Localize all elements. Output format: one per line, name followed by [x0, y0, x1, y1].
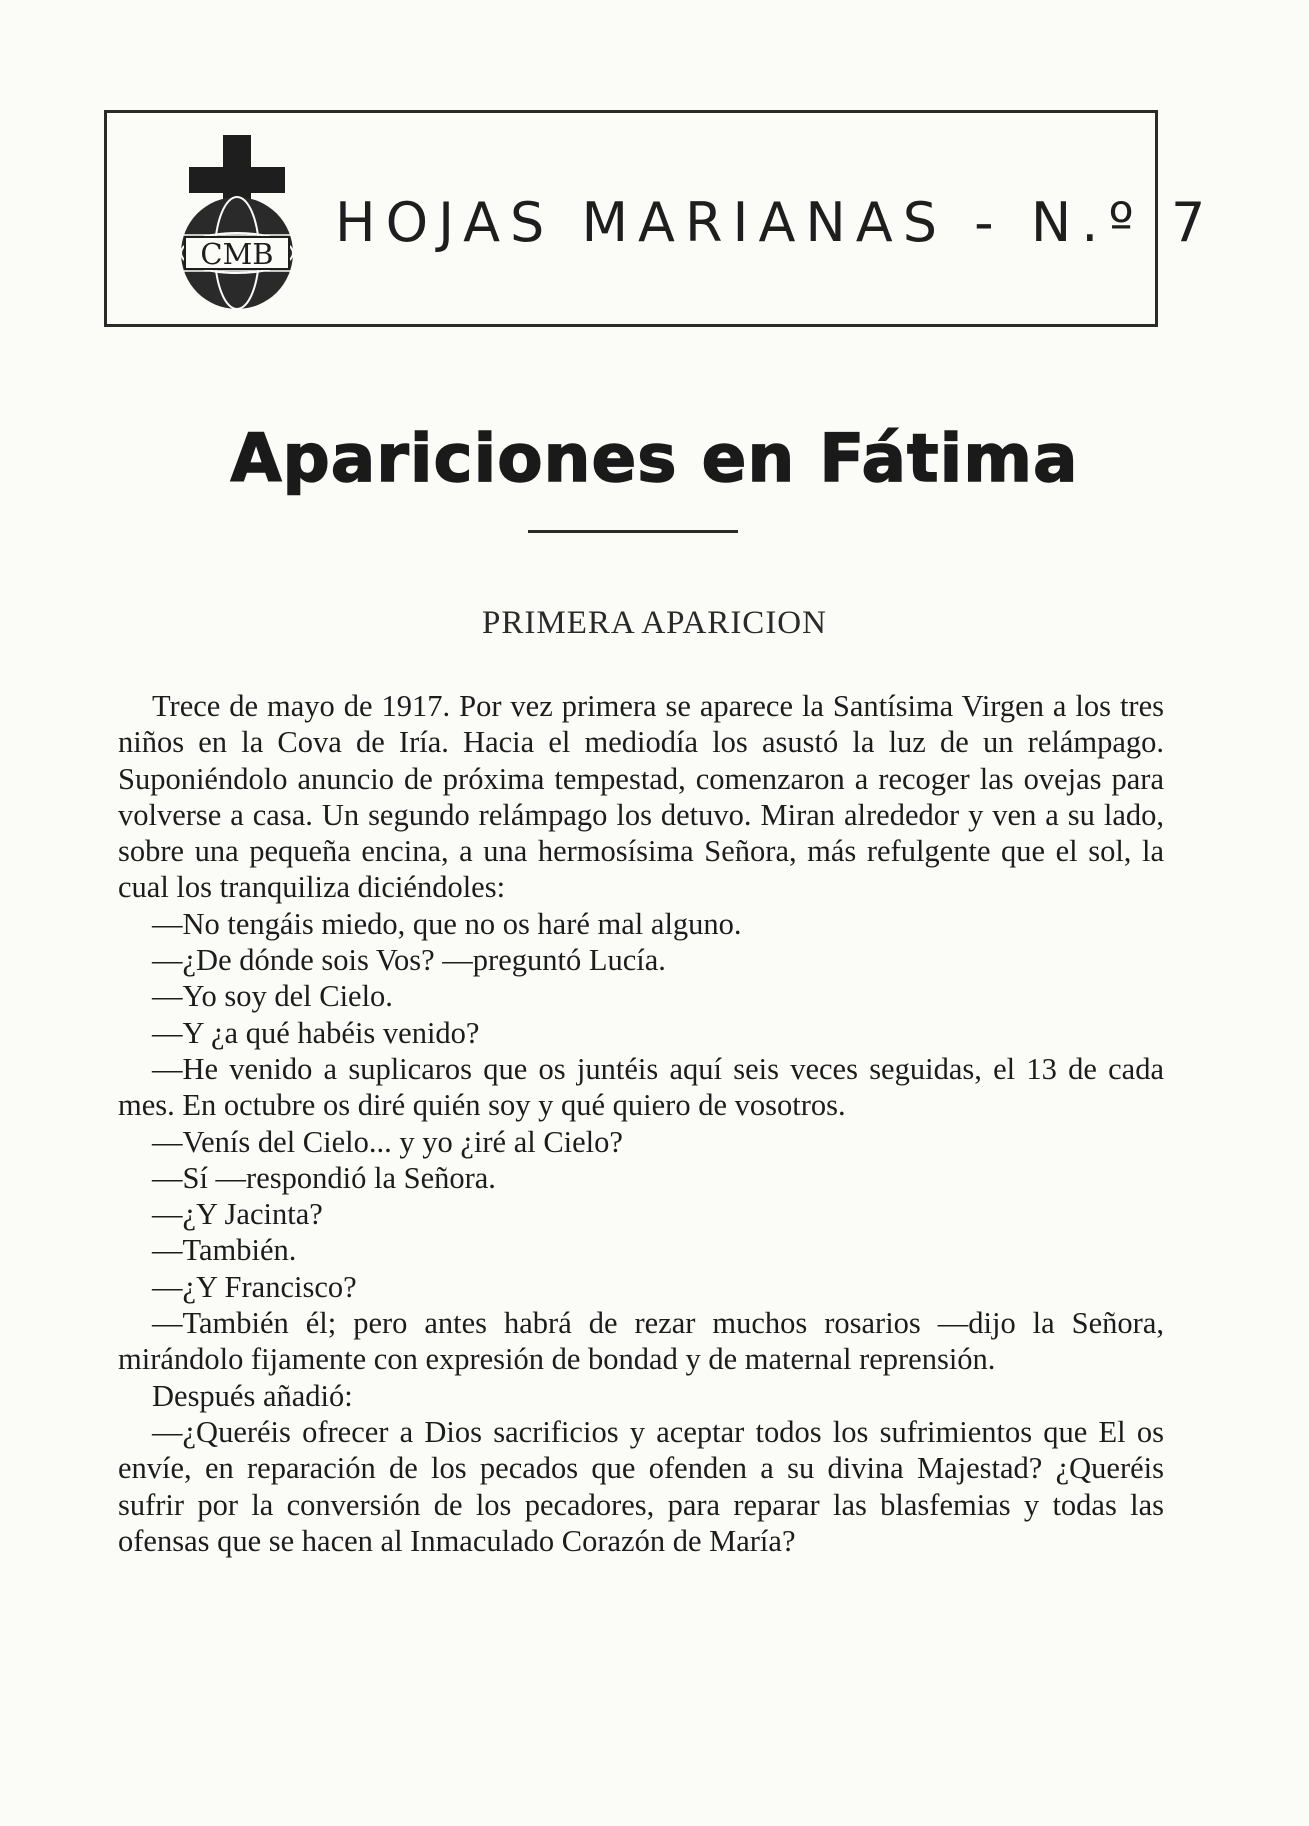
paragraph: Después añadió: [152, 1378, 353, 1413]
paragraph: —Venís del Cielo... y yo ¿iré al Cielo? [152, 1124, 623, 1159]
paragraph: —Y ¿a qué habéis venido? [152, 1015, 480, 1050]
paragraph: —¿Y Jacinta? [152, 1197, 323, 1232]
paragraph: —¿Y Francisco? [152, 1269, 357, 1304]
emblem-graphic [167, 135, 307, 315]
paragraph: —He venido a suplicaros que os juntéis aquí seis veces seguidas, el 13 de cada mes. En octubre os diré quién soy y qué quiero de vosotros. [118, 1051, 1164, 1123]
section-heading: PRIMERA APARICION [482, 605, 827, 641]
page-title: Apariciones en Fátima [230, 420, 1079, 497]
paragraph: —También él; pero antes habrá de rezar muchos rosarios —dijo la Señora, mirándolo fijamente con expresión de bondad y de maternal reprensión. [118, 1306, 1164, 1377]
paragraph: —Yo soy del Cielo. [152, 979, 393, 1014]
article-body [118, 688, 1164, 1559]
header-box [104, 110, 1216, 327]
paragraph: —No tengáis miedo, que no os haré mal alguno. [152, 906, 742, 941]
emblem-text: CMB [200, 237, 274, 271]
paragraph: —Sí —respondió la Señora. [152, 1160, 496, 1195]
paragraph: Trece de mayo de 1917. Por vez primera se aparece la Santísima Virgen a los tres niños en la Cova de Iría. Hacia el mediodía los asustó la luz de un relámpago. Suponiéndolo anuncio de próxima tempestad, comenzaron a recoger las ovejas para volverse a casa. Un segundo relámpago los detuvo. Miran alrededor y ven a su lado, sobre una pequeña encina, a una hermosísima Señora, más refulgente que el sol, la cual los tranquiliza diciéndoles: [118, 689, 1164, 905]
paragraph: —También. [152, 1233, 297, 1268]
series-title: HOJAS MARIANAS - N.º 7 [335, 191, 1216, 254]
paragraph: —¿Queréis ofrecer a Dios sacrificios y aceptar todos los sufrimientos que El os envíe, en reparación de los pecados que ofenden a su divina Majestad? ¿Queréis sufrir por la conversión de los pecadores, para reparar las blasfemias y todas las ofensas que se hacen al Inmaculado Corazón de María? [118, 1414, 1164, 1558]
paragraph: —¿De dónde sois Vos? —preguntó Lucía. [152, 943, 666, 978]
cmb-emblem-icon [167, 135, 307, 315]
title-divider [528, 530, 738, 533]
